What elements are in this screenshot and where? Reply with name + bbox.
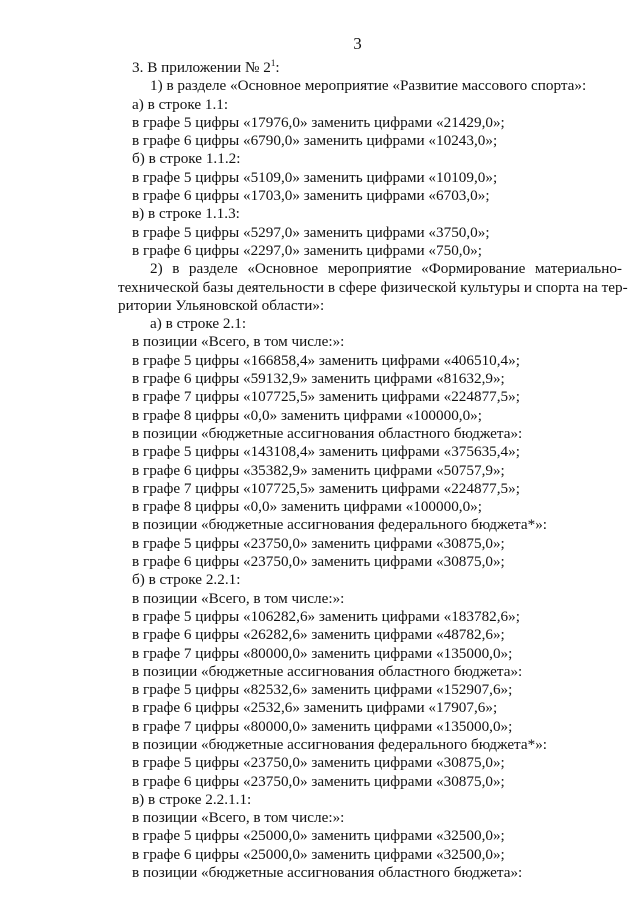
text-line: в позиции «Всего, в том числе:»: [132,589,345,607]
text-line: в графе 6 цифры «35382,9» заменить цифрами «50757,9»; [132,461,505,479]
text-line: в графе 5 цифры «166858,4» заменить цифрами «406510,4»; [132,351,520,369]
text-line: технической базы деятельности в сфере физической культуры и спорта на тер- [118,278,628,296]
paragraph-2 [118,260,628,315]
text-line: б) в строке 2.2.1: [132,571,241,589]
text-line: в графе 5 цифры «5109,0» заменить цифрами «10109,0»; [132,168,498,186]
text-line: в графе 6 цифры «59132,9» заменить цифрами «81632,9»; [132,370,505,388]
text-line: в графе 6 цифры «6790,0» заменить цифрами «10243,0»; [132,132,498,150]
text-line: ритории Ульяновской области»: [118,296,325,314]
text-line: а) в строке 1.1: [132,95,229,113]
heading-text: 3. В приложении № 2 [132,59,271,76]
text-line: в графе 6 цифры «25000,0» заменить цифрами «32500,0»; [132,845,505,863]
text-line: в позиции «бюджетные ассигнования федерального бюджета*»: [132,735,548,753]
text-line: в графе 5 цифры «106282,6» заменить цифрами «183782,6»; [132,607,520,625]
text-line: в графе 7 цифры «107725,5» заменить цифрами «224877,5»; [132,388,520,406]
text-line: в графе 7 цифры «80000,0» заменить цифрами «135000,0»; [132,644,513,662]
text-line: в позиции «бюджетные ассигнования областного бюджета»: [132,864,523,882]
text-line: в графе 5 цифры «143108,4» заменить цифрами «375635,4»; [132,443,520,461]
text-line: б) в строке 1.1.2: [132,150,241,168]
text-line: в графе 5 цифры «23750,0» заменить цифрами «30875,0»; [132,534,505,552]
text-line: в графе 6 цифры «26282,6» заменить цифрами «48782,6»; [132,626,505,644]
text-line: в графе 5 цифры «5297,0» заменить цифрами «3750,0»; [132,223,490,241]
text-line: в графе 6 цифры «2532,6» заменить цифрами «17907,6»; [132,699,498,717]
text-line: 2) в разделе «Основное мероприятие «Формирование материально- [150,260,622,278]
text-line: в графе 5 цифры «23750,0» заменить цифрами «30875,0»; [132,754,505,772]
text-line: в позиции «Всего, в том числе:»: [132,809,345,827]
text-line: в позиции «Всего, в том числе:»: [132,333,345,351]
text-line: в графе 5 цифры «82532,6» заменить цифрами «152907,6»; [132,681,513,699]
text-line: в графе 7 цифры «80000,0» заменить цифрами «135000,0»; [132,717,513,735]
text-line: в графе 6 цифры «1703,0» заменить цифрами «6703,0»; [132,187,490,205]
text-line: в графе 6 цифры «23750,0» заменить цифрами «30875,0»; [132,553,505,571]
text-line: в графе 8 цифры «0,0» заменить цифрами «100000,0»; [132,406,482,424]
text-line: в графе 6 цифры «2297,0» заменить цифрами «750,0»; [132,241,482,259]
text-line: в позиции «бюджетные ассигнования областного бюджета»: [132,662,523,680]
text-line: в) в строке 2.2.1.1: [132,790,252,808]
text-line: в графе 5 цифры «25000,0» заменить цифрами «32500,0»; [132,827,505,845]
document-body [118,57,628,882]
text-line: в графе 8 цифры «0,0» заменить цифрами «100000,0»; [132,498,482,516]
section-heading [132,59,622,77]
text-line: 1) в разделе «Основное мероприятие «Развитие массового спорта»: [150,77,587,95]
text-line: в позиции «бюджетные ассигнования областного бюджета»: [132,424,523,442]
text-line: в графе 5 цифры «17976,0» заменить цифрами «21429,0»; [132,113,505,131]
text-line: в) в строке 1.1.3: [132,205,240,223]
heading-suffix: : [275,59,280,76]
text-line: в позиции «бюджетные ассигнования федерального бюджета*»: [132,516,548,534]
text-line: а) в строке 2.1: [150,315,247,333]
page-number: 3 [353,34,362,53]
heading-superscript: 1 [270,57,276,68]
text-line: в графе 7 цифры «107725,5» заменить цифрами «224877,5»; [132,479,520,497]
text-line: в графе 6 цифры «23750,0» заменить цифрами «30875,0»; [132,772,505,790]
